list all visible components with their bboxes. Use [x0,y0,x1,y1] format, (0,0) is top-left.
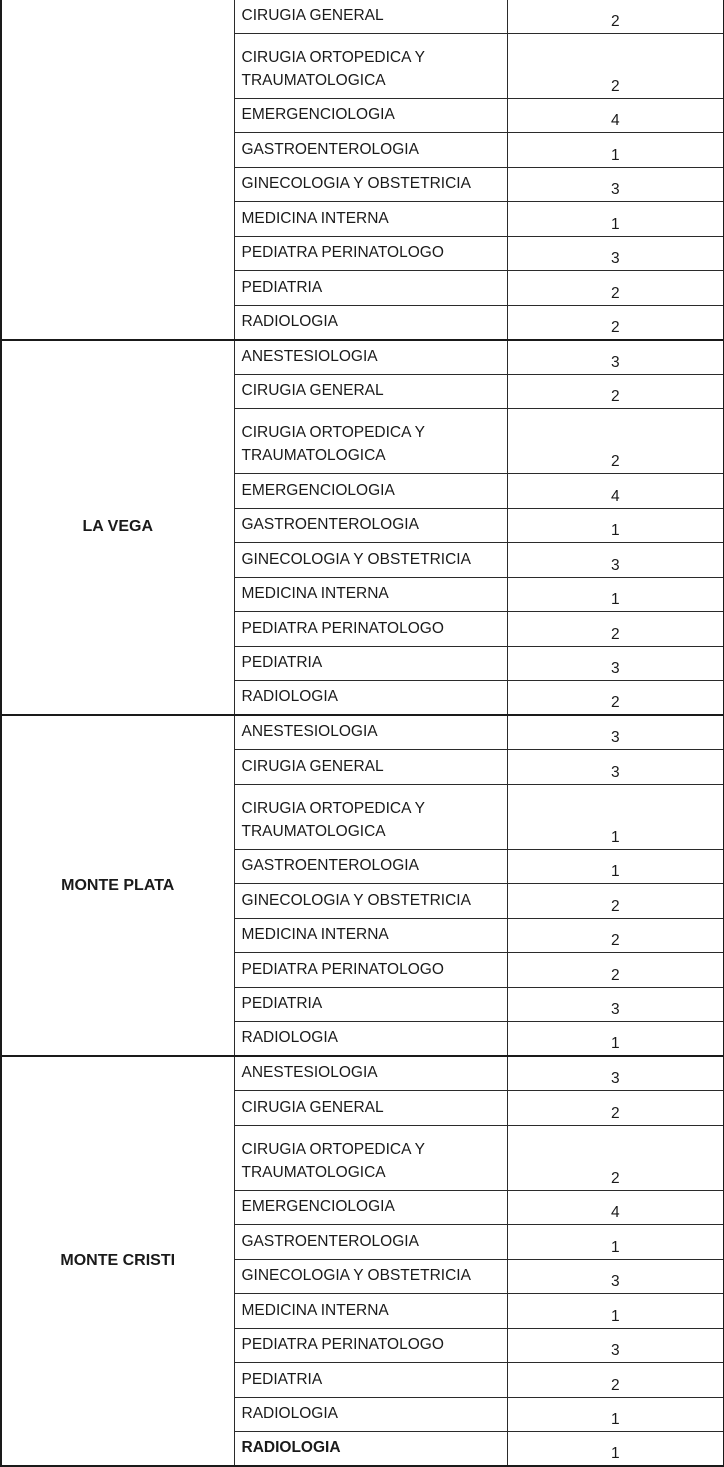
count-cell: 1 [507,577,724,612]
count-cell: 2 [507,612,724,647]
specialty-cell: MEDICINA INTERNA [234,577,507,612]
count-cell: 4 [507,1190,724,1225]
count-cell: 3 [507,543,724,578]
specialty-cell: RADIOLOGIA [234,1022,507,1057]
specialty-cell: RADIOLOGIA [234,681,507,716]
count-cell: 2 [507,884,724,919]
specialty-cell: RADIOLOGIA [234,1397,507,1432]
count-cell: 3 [507,236,724,271]
specialty-cell: EMERGENCIOLOGIA [234,1190,507,1225]
table-row [1,1056,724,1091]
specialty-cell: PEDIATRA PERINATOLOGO [234,612,507,647]
specialty-cell: GASTROENTEROLOGIA [234,133,507,168]
specialty-cell: GINECOLOGIA Y OBSTETRICIA [234,1259,507,1294]
specialty-cell: RADIOLOGIA [234,305,507,340]
specialty-cell: CIRUGIA ORTOPEDICA Y TRAUMATOLOGICA [234,1125,507,1190]
province-cell: MONTE PLATA [1,715,234,1056]
table-row [1,0,724,33]
province-cell: MONTE CRISTI [1,1056,234,1466]
specialty-cell: CIRUGIA GENERAL [234,1091,507,1126]
specialty-cell: PEDIATRIA [234,646,507,681]
count-cell: 3 [507,1259,724,1294]
table-row [1,715,724,750]
specialty-cell: GINECOLOGIA Y OBSTETRICIA [234,167,507,202]
count-cell: 1 [507,1022,724,1057]
count-cell: 3 [507,167,724,202]
count-cell: 2 [507,681,724,716]
count-cell: 2 [507,374,724,409]
count-cell: 2 [507,305,724,340]
count-cell: 2 [507,0,724,33]
specialty-cell: RADIOLOGIA [234,1432,507,1467]
specialty-cell: GINECOLOGIA Y OBSTETRICIA [234,543,507,578]
count-cell: 3 [507,646,724,681]
count-cell: 2 [507,271,724,306]
count-cell: 4 [507,98,724,133]
specialty-cell: CIRUGIA ORTOPEDICA Y TRAUMATOLOGICA [234,784,507,849]
count-cell: 2 [507,1125,724,1190]
specialty-cell: ANESTESIOLOGIA [234,1056,507,1091]
count-cell: 4 [507,474,724,509]
specialty-cell: CIRUGIA ORTOPEDICA Y TRAUMATOLOGICA [234,409,507,474]
specialty-cell: CIRUGIA ORTOPEDICA Y TRAUMATOLOGICA [234,33,507,98]
count-cell: 1 [507,849,724,884]
count-cell: 1 [507,784,724,849]
specialty-cell: EMERGENCIOLOGIA [234,474,507,509]
specialty-cell: EMERGENCIOLOGIA [234,98,507,133]
count-cell: 3 [507,340,724,375]
table-row [1,340,724,375]
specialty-cell: ANESTESIOLOGIA [234,715,507,750]
specialty-cell: GINECOLOGIA Y OBSTETRICIA [234,884,507,919]
specialty-cell: CIRUGIA GENERAL [234,374,507,409]
count-cell: 1 [507,1397,724,1432]
count-cell: 2 [507,1091,724,1126]
specialty-cell: CIRUGIA GENERAL [234,0,507,33]
count-cell: 1 [507,133,724,168]
specialty-cell: PEDIATRIA [234,1363,507,1398]
table-body [1,0,724,1466]
province-cell: LA VEGA [1,340,234,716]
count-cell: 3 [507,1328,724,1363]
count-cell: 3 [507,715,724,750]
specialty-cell: PEDIATRIA [234,987,507,1022]
count-cell: 2 [507,409,724,474]
count-cell: 2 [507,1363,724,1398]
count-cell: 1 [507,1432,724,1467]
count-cell: 1 [507,202,724,237]
province-cell [1,0,234,340]
count-cell: 3 [507,1056,724,1091]
specialty-cell: GASTROENTEROLOGIA [234,1225,507,1260]
count-cell: 3 [507,750,724,785]
count-cell: 2 [507,953,724,988]
specialty-cell: PEDIATRA PERINATOLOGO [234,236,507,271]
specialty-cell: ANESTESIOLOGIA [234,340,507,375]
specialty-cell: PEDIATRA PERINATOLOGO [234,1328,507,1363]
specialty-cell: GASTROENTEROLOGIA [234,849,507,884]
specialty-cell: MEDICINA INTERNA [234,918,507,953]
count-cell: 1 [507,508,724,543]
count-cell: 1 [507,1225,724,1260]
specialty-cell: MEDICINA INTERNA [234,1294,507,1329]
count-cell: 1 [507,1294,724,1329]
specialty-cell: GASTROENTEROLOGIA [234,508,507,543]
specialty-cell: CIRUGIA GENERAL [234,750,507,785]
count-cell: 3 [507,987,724,1022]
specialty-cell: PEDIATRA PERINATOLOGO [234,953,507,988]
count-cell: 2 [507,33,724,98]
specialty-cell: MEDICINA INTERNA [234,202,507,237]
specialty-cell: PEDIATRIA [234,271,507,306]
count-cell: 2 [507,918,724,953]
